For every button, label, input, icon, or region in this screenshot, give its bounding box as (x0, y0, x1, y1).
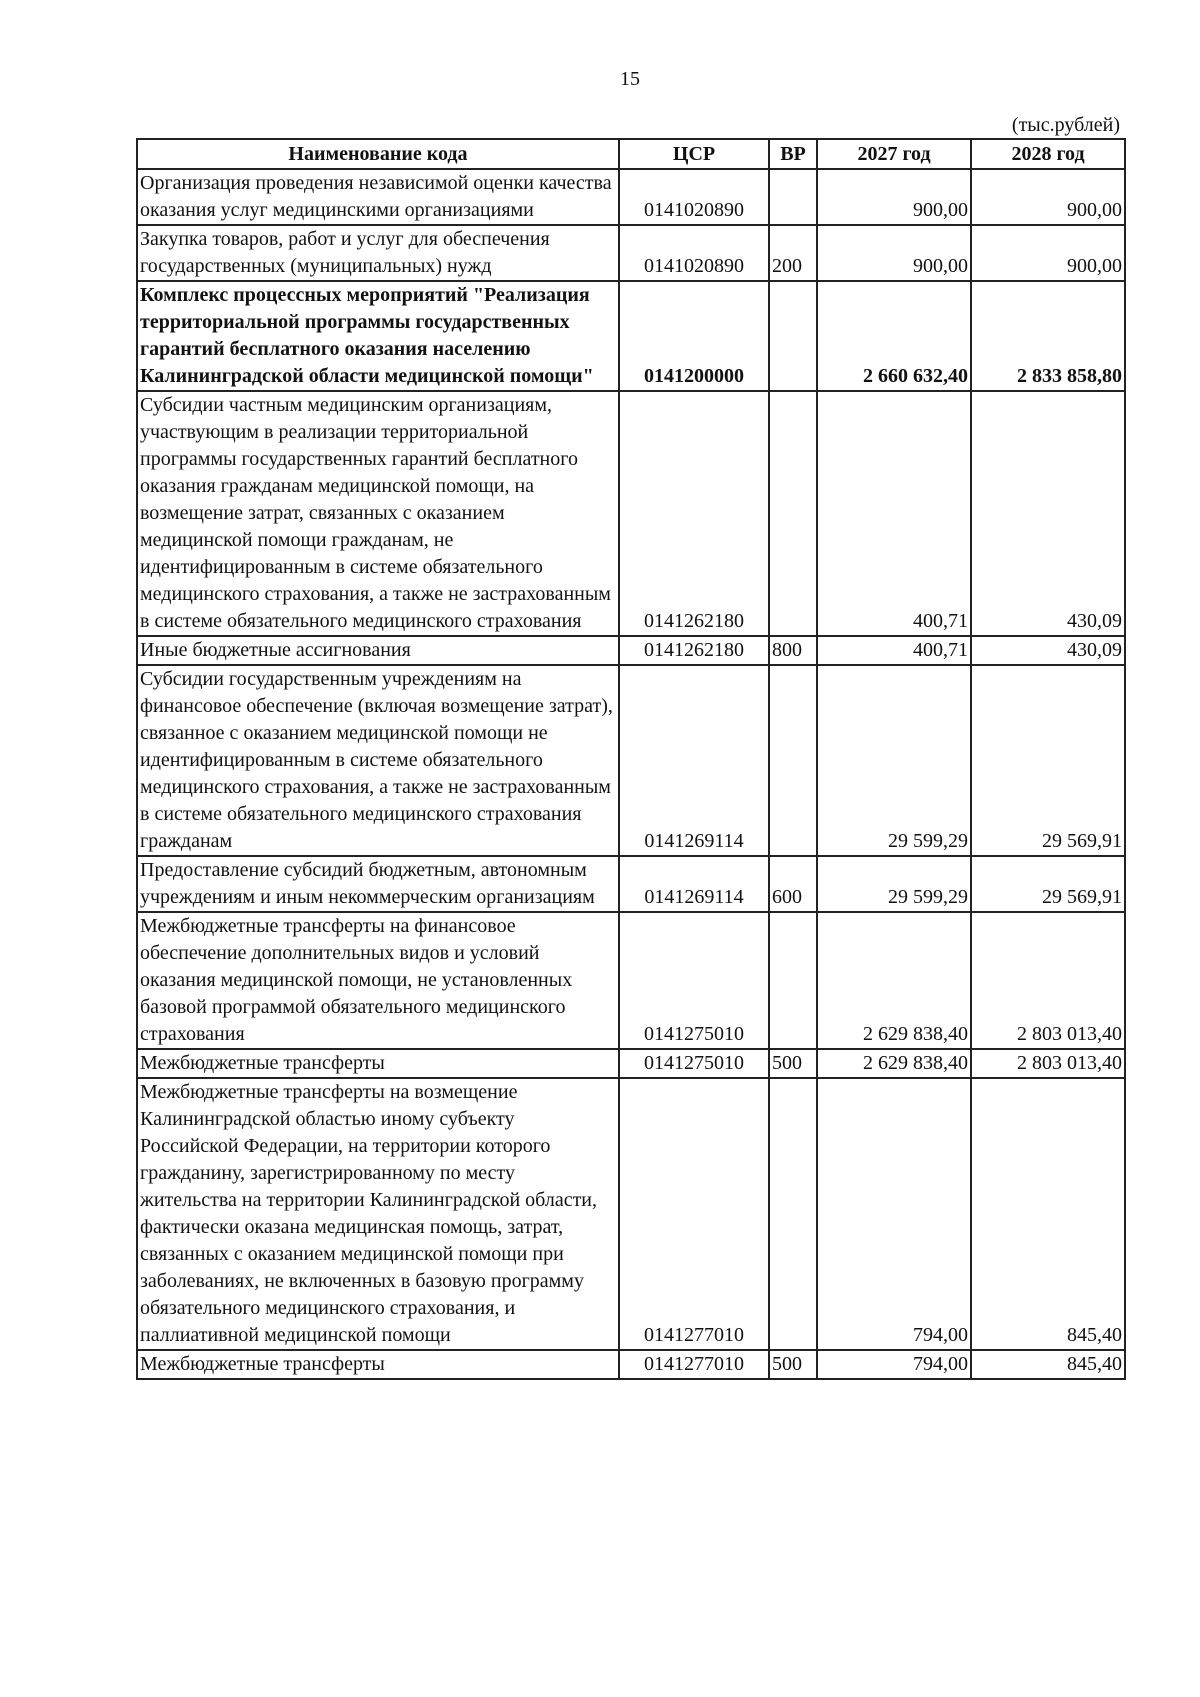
cell-name: Межбюджетные трансферты на финансовое обеспечение дополнительных видов и условий оказания медицинской помощи, не установленных базовой программой обязательного медицинского страхования (137, 912, 619, 1049)
budget-table (136, 138, 1126, 1380)
cell-2028: 430,09 (971, 636, 1125, 665)
cell-2028: 29 569,91 (971, 665, 1125, 856)
table-row (137, 281, 1125, 391)
header-2028: 2028 год (971, 139, 1125, 169)
header-name: Наименование кода (137, 139, 619, 169)
cell-name: Организация проведения независимой оценки качества оказания услуг медицинскими организациями (137, 169, 619, 225)
cell-vr (769, 665, 817, 856)
cell-name: Субсидии частным медицинским организациям, участвующим в реализации территориальной программы государственных гарантий бесплатного оказания гражданам медицинской помощи, на возмещение затрат, связанных с оказанием медицинской помощи гражданам, не идентифицированным в системе обязательного медицинского страхования, а также не застрахованным в системе обязательного медицинского страхования (137, 391, 619, 636)
cell-csr: 0141020890 (619, 169, 769, 225)
table-row (137, 169, 1125, 225)
cell-2027: 794,00 (817, 1350, 971, 1379)
cell-2028: 900,00 (971, 225, 1125, 281)
cell-2027: 900,00 (817, 169, 971, 225)
cell-2027: 900,00 (817, 225, 971, 281)
table-row (137, 1350, 1125, 1379)
cell-2028: 845,40 (971, 1078, 1125, 1350)
cell-csr: 0141277010 (619, 1078, 769, 1350)
cell-vr: 200 (769, 225, 817, 281)
cell-name: Предоставление субсидий бюджетным, автономным учреждениям и иным некоммерческим организациям (137, 856, 619, 912)
cell-csr: 0141200000 (619, 281, 769, 391)
cell-2028: 430,09 (971, 391, 1125, 636)
cell-2027: 29 599,29 (817, 665, 971, 856)
cell-2028: 2 803 013,40 (971, 1049, 1125, 1078)
cell-vr (769, 281, 817, 391)
cell-csr: 0141020890 (619, 225, 769, 281)
cell-name: Субсидии государственным учреждениям на финансовое обеспечение (включая возмещение затрат), связанное с оказанием медицинской помощи не идентифицированным в системе обязательного медицинского страхования, а также не застрахованным в системе обязательного медицинского страхования гражданам (137, 665, 619, 856)
cell-csr: 0141275010 (619, 912, 769, 1049)
units-label: (тыс.рублей) (1011, 114, 1120, 136)
cell-vr: 800 (769, 636, 817, 665)
cell-name: Закупка товаров, работ и услуг для обеспечения государственных (муниципальных) нужд (137, 225, 619, 281)
cell-name: Межбюджетные трансферты (137, 1049, 619, 1078)
cell-2027: 794,00 (817, 1078, 971, 1350)
cell-2027: 29 599,29 (817, 856, 971, 912)
cell-2027: 400,71 (817, 391, 971, 636)
cell-vr: 500 (769, 1049, 817, 1078)
table-row (137, 912, 1125, 1049)
table-row (137, 225, 1125, 281)
cell-csr: 0141275010 (619, 1049, 769, 1078)
cell-name: Иные бюджетные ассигнования (137, 636, 619, 665)
cell-vr: 500 (769, 1350, 817, 1379)
header-csr: ЦСР (619, 139, 769, 169)
cell-2028: 845,40 (971, 1350, 1125, 1379)
cell-csr: 0141269114 (619, 856, 769, 912)
cell-2027: 2 660 632,40 (817, 281, 971, 391)
table-row (137, 665, 1125, 856)
header-2027: 2027 год (817, 139, 971, 169)
table-row (137, 856, 1125, 912)
cell-2028: 2 803 013,40 (971, 912, 1125, 1049)
cell-2027: 2 629 838,40 (817, 1049, 971, 1078)
table-row (137, 1049, 1125, 1078)
cell-csr: 0141262180 (619, 636, 769, 665)
table-row (137, 636, 1125, 665)
cell-vr (769, 1078, 817, 1350)
cell-name: Межбюджетные трансферты (137, 1350, 619, 1379)
table-row (137, 1078, 1125, 1350)
cell-2028: 29 569,91 (971, 856, 1125, 912)
cell-2027: 2 629 838,40 (817, 912, 971, 1049)
cell-csr: 0141277010 (619, 1350, 769, 1379)
cell-csr: 0141269114 (619, 665, 769, 856)
table-row (137, 391, 1125, 636)
cell-csr: 0141262180 (619, 391, 769, 636)
page-number: 15 (620, 68, 640, 90)
header-vr: ВР (769, 139, 817, 169)
cell-vr (769, 391, 817, 636)
table-header-row (137, 139, 1125, 169)
cell-2027: 400,71 (817, 636, 971, 665)
cell-vr (769, 912, 817, 1049)
cell-vr (769, 169, 817, 225)
cell-2028: 900,00 (971, 169, 1125, 225)
cell-name: Межбюджетные трансферты на возмещение Калининградской областью иному субъекту Российской Федерации, на территории которого гражданину, зарегистрированному по месту жительства на территории Калининградской области, фактически оказана медицинская помощь, затрат, связанных с оказанием медицинской помощи при заболеваниях, не включенных в базовую программу обязательного медицинского страхования, и паллиативной медицинской помощи (137, 1078, 619, 1350)
cell-name: Комплекс процессных мероприятий "Реализация территориальной программы государственных гарантий бесплатного оказания населению Калининградской области медицинской помощи" (137, 281, 619, 391)
cell-vr: 600 (769, 856, 817, 912)
cell-2028: 2 833 858,80 (971, 281, 1125, 391)
